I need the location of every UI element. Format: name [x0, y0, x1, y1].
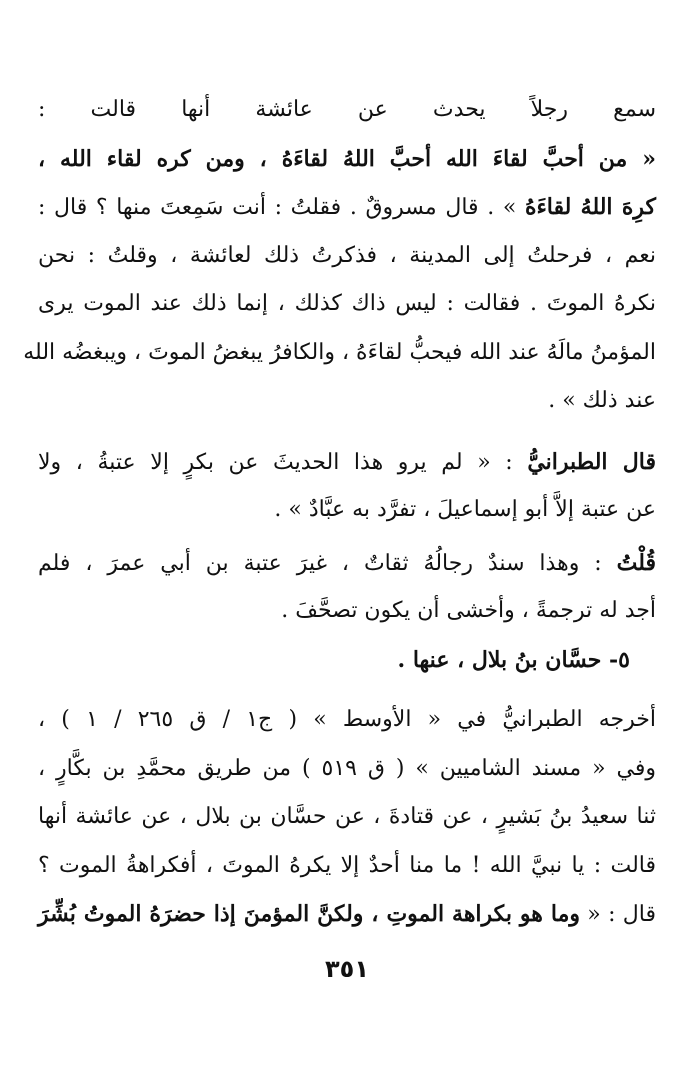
document-page — [23, 86, 656, 939]
text-line-7: عند ذلك » . — [548, 388, 656, 413]
text-line-15: ثنا سعيدُ بنُ بَشيرٍ ، عن قتادةَ ، عن حسَّان بن بلال ، عن عائشة أنها — [38, 804, 656, 829]
text-line-3: كرِهَ اللهُ لقاءَهُ » . قال مسروقٌ . فقلتُ : أنت سَمِعتَ منها ؟ قال : — [38, 194, 656, 220]
text-line-4: نعم ، فرحلتُ إلى المدينة ، فذكرتُ ذلك لعائشة ، وقلتُ : نحن — [38, 242, 656, 268]
text-line-13: أخرجه الطبرانيُّ في « الأوسط » ( ج١ / ق ٢٦٥ / ١ ) ، — [38, 707, 656, 732]
text-line-6: المؤمنُ مالَهُ عند الله فيحبُّ لقاءَهُ ، والكافرُ يبغضُ الموتَ ، ويبغضُه الله — [23, 339, 656, 365]
section-heading: ٥- حسَّان بنُ بلال ، عنها . — [397, 646, 630, 673]
text-line-5: نكرهُ الموتَ . فقالت : ليس ذاك كذلك ، إنما ذلك عند الموت يرى — [38, 291, 656, 316]
hadith-text-line-2: « من أحبَّ لقاءَ الله أحبَّ اللهُ لقاءَهُ ، ومن كره لقاء الله ، — [38, 145, 656, 172]
page-number: ٣٥١ — [325, 955, 369, 983]
text-line-14: وفي « مسند الشاميين » ( ق ٥١٩ ) من طريق محمَّدِ بن بكَّارٍ ، — [38, 755, 656, 781]
text-line-1: سمع رجلاً يحدث عن عائشة أنها قالت : — [38, 97, 656, 122]
text-line-10: قُلْتُ : وهذا سندٌ رجالُهُ ثقاتٌ ، غيرَ عتبة بن أبي عمرَ ، فلم — [38, 549, 656, 576]
text-line-17: قال : « وما هو بكراهة الموتِ ، ولكنَّ المؤمنَ إذا حضرَهُ الموتُ بُشِّرَ — [38, 901, 656, 927]
text-line-16: قالت : يا نبيَّ الله ! ما منا أحدٌ إلا يكرهُ الموتَ ، أفكراهةُ الموت ؟ — [38, 852, 656, 878]
text-line-9: عن عتبة إلاَّ أبو إسماعيلَ ، تفرَّد به عبَّادٌ » . — [274, 497, 656, 522]
text-line-11: أجد له ترجمةً ، وأخشى أن يكون تصحَّفَ . — [281, 598, 656, 623]
text-line-8: قال الطبرانيُّ : « لم يرو هذا الحديثَ عن بكرٍ إلا عتبةُ ، ولا — [38, 448, 656, 475]
